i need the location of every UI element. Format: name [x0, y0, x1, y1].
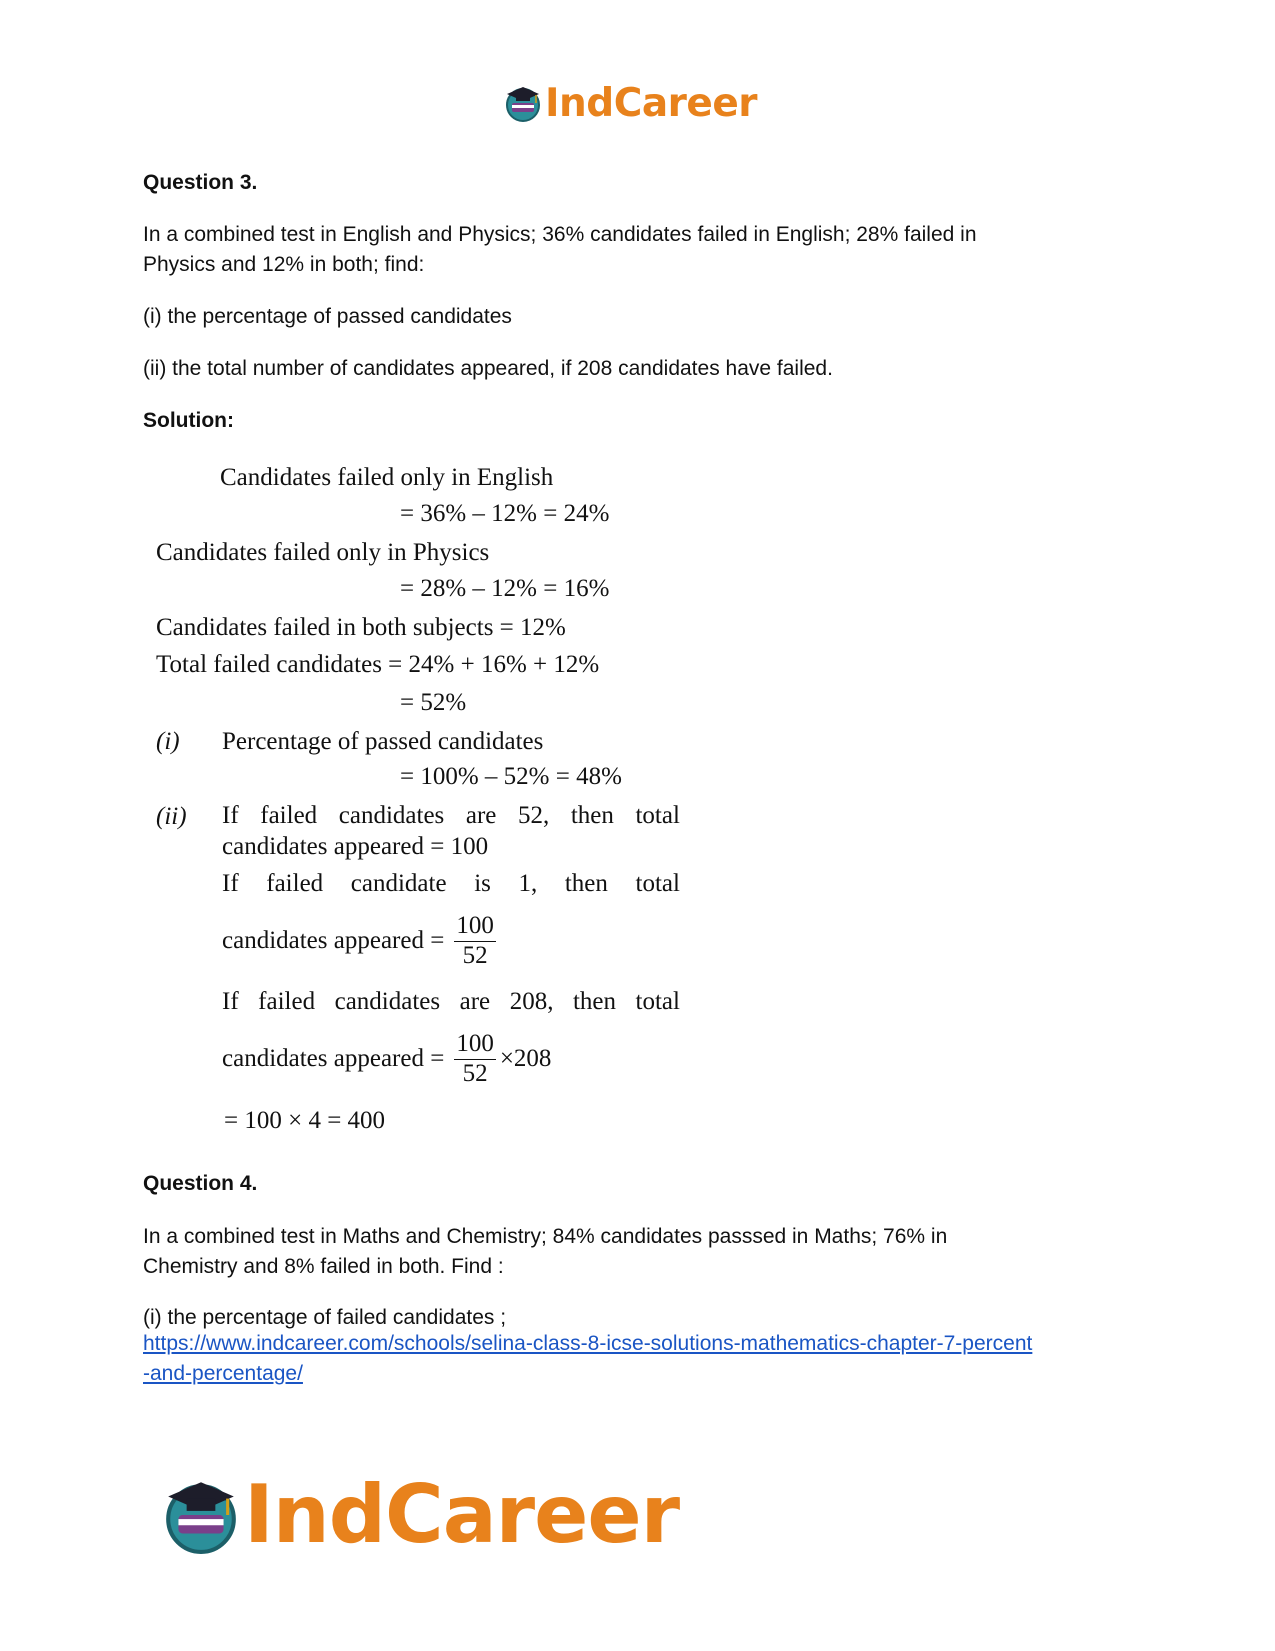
footer-logo — [160, 1470, 679, 1560]
part-ii-line-b — [222, 870, 680, 898]
brand-name: IndCareer — [244, 1468, 680, 1561]
fraction-1 — [454, 912, 496, 971]
word: failed — [260, 802, 318, 829]
question-4-text — [143, 1222, 1123, 1282]
solution-line-7: = 52% — [400, 689, 467, 716]
part-ii-label: (ii) — [156, 803, 187, 830]
word: is — [474, 870, 491, 897]
solution-line-6: Total failed candidates = 24% + 16% + 12% — [156, 651, 600, 678]
question-3-part-i: (i) the percentage of passed candidates — [143, 305, 512, 328]
header-logo — [503, 78, 757, 128]
word: then — [572, 988, 616, 1015]
fraction-1-denominator: 52 — [462, 941, 488, 969]
question-3-line-2: Physics and 12% in both; find: — [143, 253, 425, 276]
question-3-text — [143, 220, 1123, 280]
question-3-line-1: In a combined test in English and Physics; 36% candidates failed in English; 28% failed in — [143, 223, 977, 246]
solution-line-2: = 36% – 12% = 24% — [400, 500, 610, 527]
part-i-label: (i) — [156, 728, 180, 755]
solution-line-3: Candidates failed only in Physics — [156, 539, 490, 566]
solution-line-1: Candidates failed only in English — [220, 464, 554, 491]
word: failed — [258, 988, 316, 1015]
word: are — [465, 802, 497, 829]
question-4-part-i: (i) the percentage of failed candidates ; — [143, 1306, 507, 1329]
word: 52, — [518, 802, 550, 829]
graduation-globe-icon — [503, 83, 543, 123]
word: If — [222, 802, 239, 829]
equation-text: candidates appeared = — [222, 927, 445, 955]
word: If — [222, 870, 239, 897]
source-link[interactable] — [143, 1329, 1032, 1389]
fraction-2-denominator: 52 — [462, 1059, 488, 1087]
word: candidates — [338, 802, 445, 829]
word: candidates — [334, 988, 441, 1015]
solution-line-5: Candidates failed in both subjects = 12% — [156, 614, 566, 641]
solution-line-4: = 28% – 12% = 16% — [400, 575, 610, 602]
fraction-2 — [454, 1030, 496, 1089]
fraction-2-numerator: 100 — [454, 1030, 496, 1060]
part-i-result: = 100% – 52% = 48% — [400, 763, 622, 790]
word: then — [564, 870, 608, 897]
solution-heading: Solution: — [143, 409, 234, 432]
word: then — [570, 802, 614, 829]
part-ii-line-b2 — [222, 912, 496, 971]
fraction-2-multiplier: ×208 — [499, 1045, 552, 1073]
equation-text: candidates appeared = — [222, 1045, 445, 1073]
word: 208, — [509, 988, 554, 1015]
fraction-1-numerator: 100 — [454, 912, 496, 942]
question-4-line-2: Chemistry and 8% failed in both. Find : — [143, 1255, 504, 1278]
graduation-globe-icon — [160, 1474, 242, 1556]
part-i-text: Percentage of passed candidates — [222, 728, 544, 755]
word: total — [635, 802, 680, 829]
brand-name: IndCareer — [545, 80, 757, 126]
question-4-line-1: In a combined test in Maths and Chemistry; 84% candidates passsed in Maths; 76% in — [143, 1225, 948, 1248]
word: total — [635, 870, 680, 897]
part-ii-line-a2: candidates appeared = 100 — [222, 833, 489, 860]
final-result: = 100 × 4 = 400 — [224, 1107, 386, 1134]
word: failed — [266, 870, 324, 897]
word: are — [459, 988, 491, 1015]
question-4-heading: Question 4. — [143, 1172, 258, 1195]
word: If — [222, 988, 239, 1015]
word: 1, — [518, 870, 538, 897]
source-link-line-1[interactable]: https://www.indcareer.com/schools/selina-class-8-icse-solutions-mathematics-chapter-7-percent — [143, 1332, 1033, 1355]
part-ii-line-c — [222, 988, 680, 1016]
source-link-line-2[interactable]: -and-percentage/ — [143, 1362, 303, 1385]
word: total — [635, 988, 680, 1015]
question-3-part-ii: (ii) the total number of candidates appeared, if 208 candidates have failed. — [143, 357, 833, 380]
part-ii-line-c2 — [222, 1030, 551, 1089]
word: candidate — [350, 870, 447, 897]
part-ii-line-a — [222, 802, 680, 830]
question-3-heading: Question 3. — [143, 171, 258, 194]
